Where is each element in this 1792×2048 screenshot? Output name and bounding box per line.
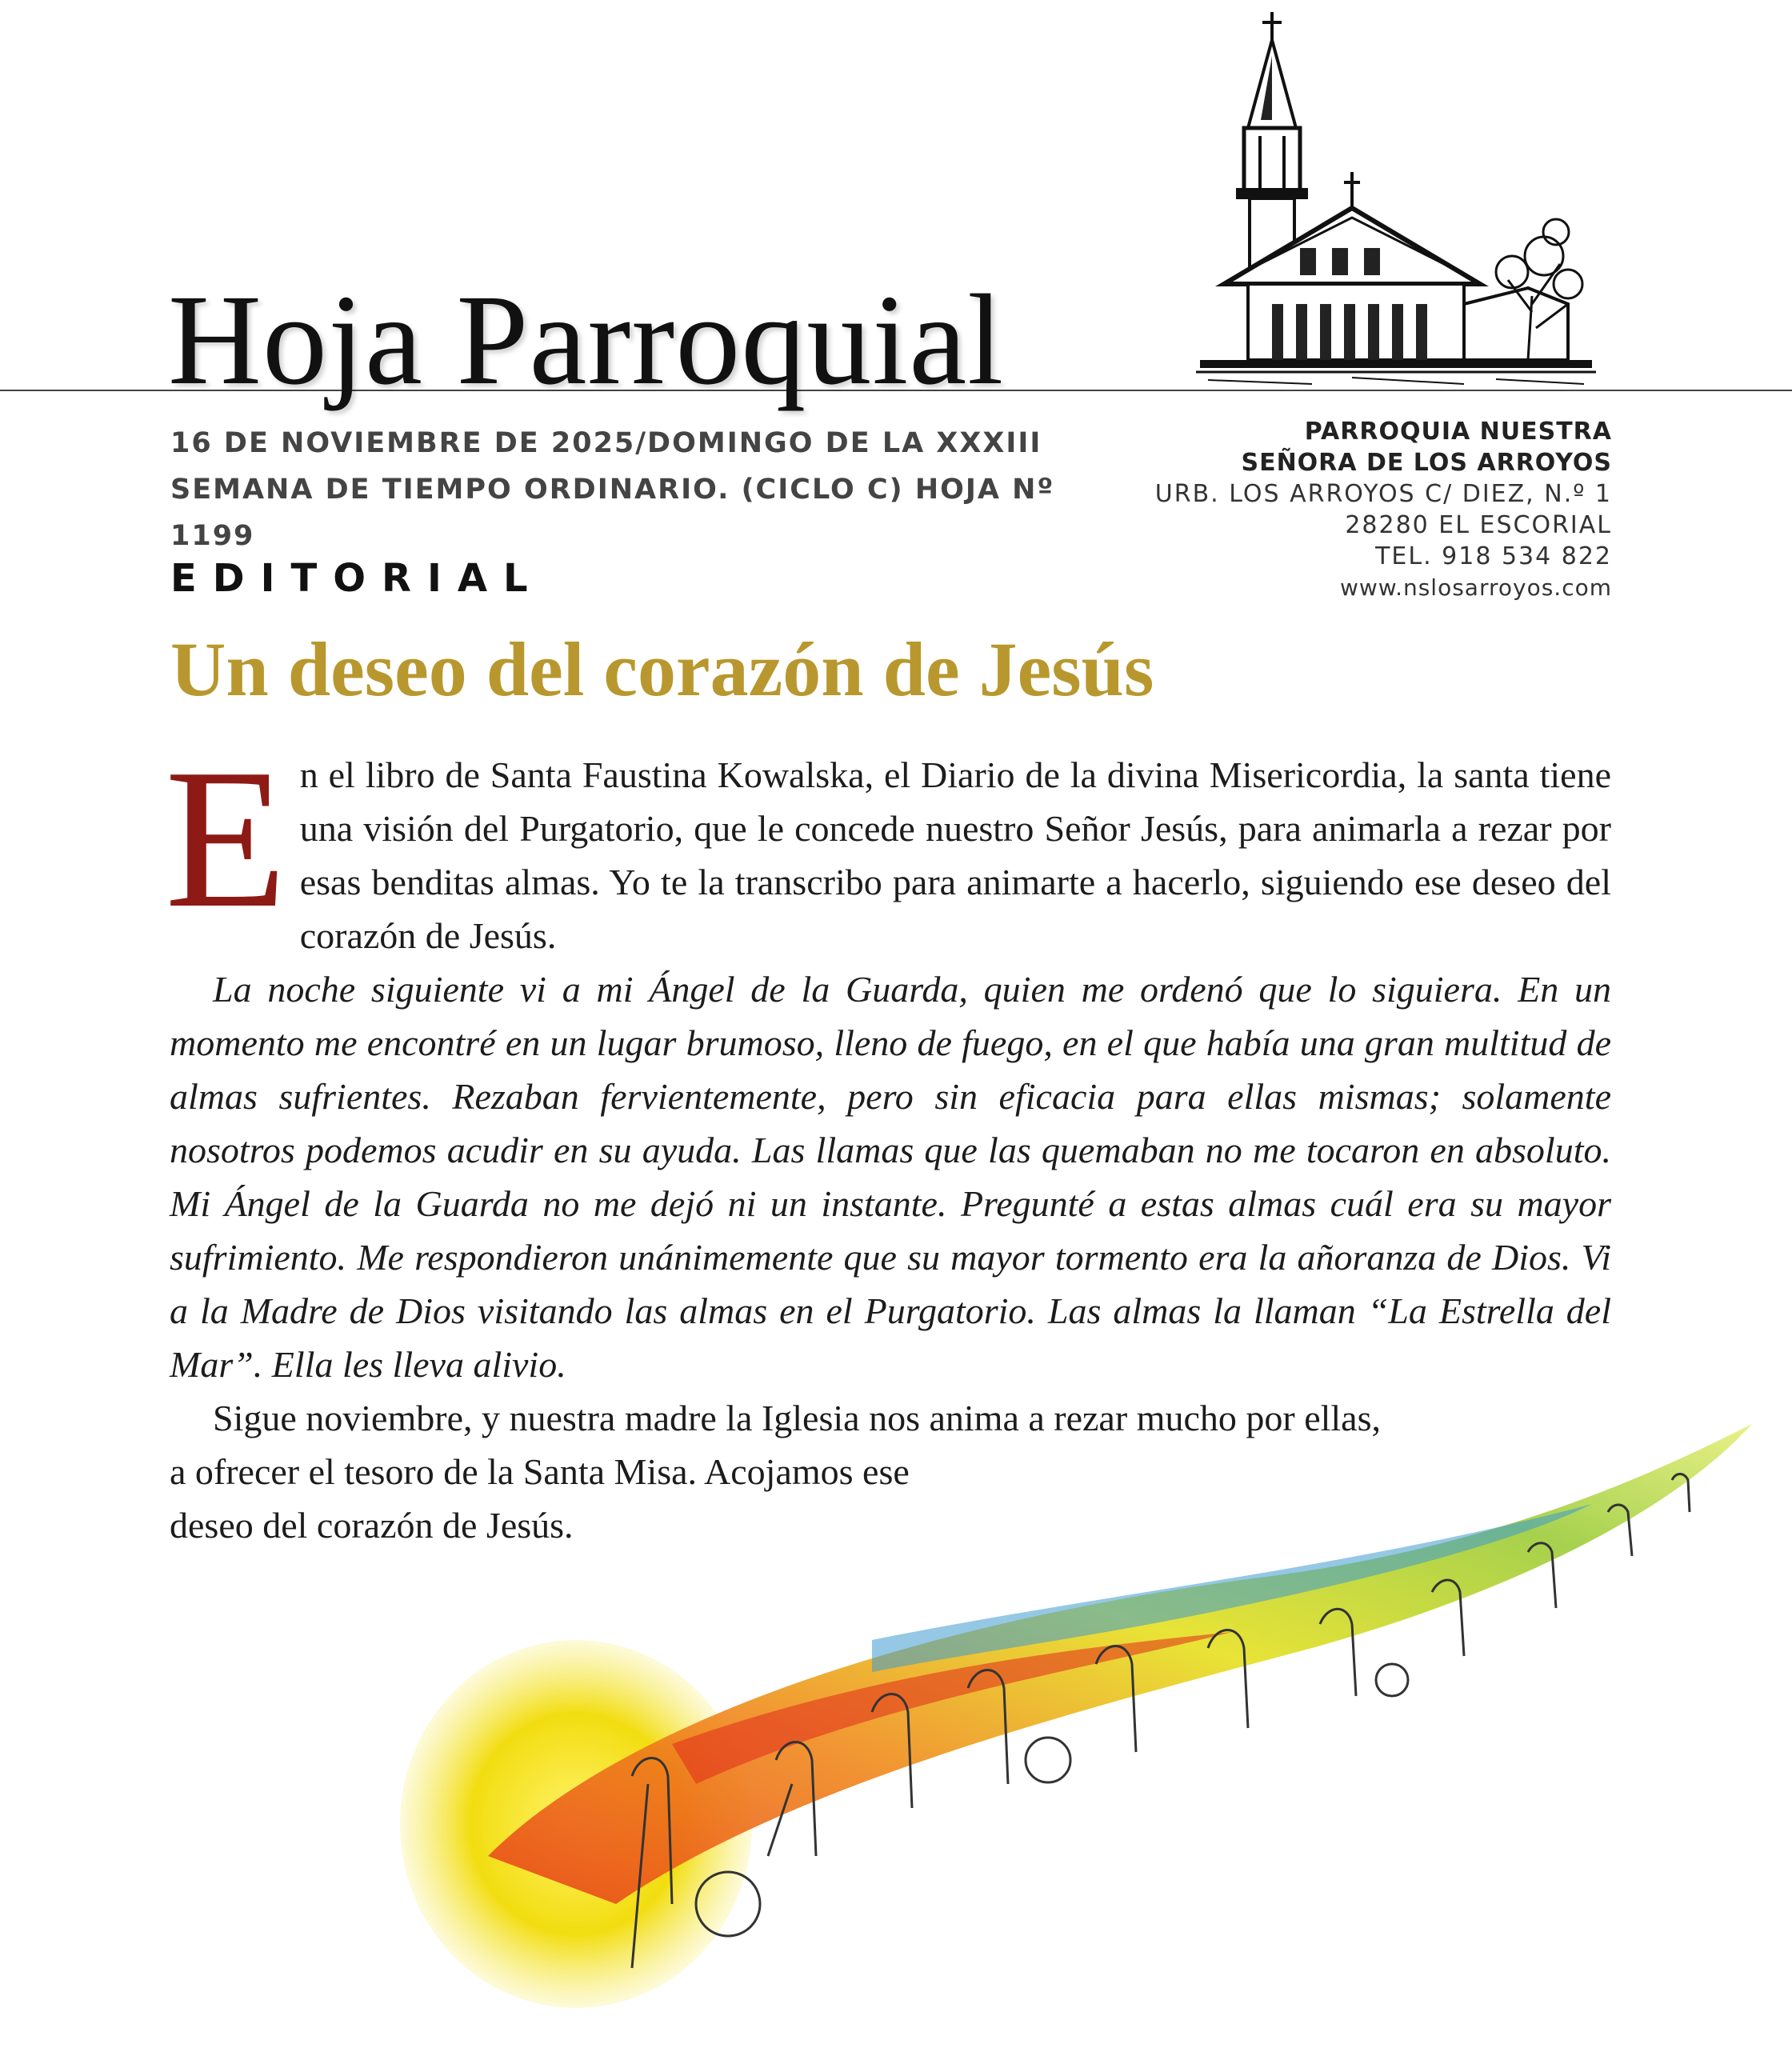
- dateline-line-1: 16 DE NOVIEMBRE DE 2025/DOMINGO DE LA XXXIII: [170, 427, 1042, 459]
- article-headline: Un deseo del corazón de Jesús: [170, 626, 1154, 712]
- parish-address-line-1: URB. LOS ARROYOS C/ DIEZ, N.º 1: [1154, 480, 1612, 508]
- procession-illustration: [392, 1408, 1768, 2032]
- closing-line-2: a ofrecer el tesoro de la Santa Misa. Acojamos ese: [170, 1451, 910, 1492]
- church-illustration: [1192, 8, 1600, 392]
- parish-website: www.nslosarroyos.com: [1339, 574, 1612, 601]
- paragraph-intro-text: n el libro de Santa Faustina Kowalska, el Diario de la divina Misericordia, la santa tiene una visión del Purgatorio, que le concede nuestro Señor Jesús, para animarla a rezar por esas benditas almas. Yo te la transcribo para animarte a hacerlo, siguiendo ese deseo del corazón de Jesús.: [299, 754, 1611, 956]
- closing-line-1: Sigue noviembre, y nuestra madre la Iglesia nos anima a rezar mucho por ellas,: [213, 1398, 1381, 1438]
- parish-phone: TEL. 918 534 822: [1375, 542, 1612, 570]
- paragraph-quote: La noche siguiente vi a mi Ángel de la Guarda, quien me ordenó que lo siguiera. En un momento me encontré en un lugar brumoso, lleno de fuego, en el que había una gran multitud de almas sufrientes. Rezaban fervientemente, pero sin eficacia para ellas mismas; solamente nosotros podemos acudir en su ayuda. Las llamas que las quemaban no me tocaron en absoluto. Mi Ángel de la Guarda no me dejó ni un instante. Pregunté a estas almas cuál era su mayor sufrimiento. Me respondieron unánimemente que su mayor tormento era la añoranza de Dios. Vi a la Madre de Dios visitando las almas en el Purgatorio. Las almas la llaman “La Estrella del Mar”. Ella les lleva alivio.: [170, 969, 1611, 1385]
- section-label: EDITORIAL: [170, 556, 544, 601]
- dateline: [170, 420, 1130, 559]
- drop-cap: E: [165, 728, 287, 950]
- parish-name-line-2: SEÑORA DE LOS ARROYOS: [1241, 449, 1612, 477]
- parish-info: [1052, 416, 1612, 603]
- dateline-line-2: SEMANA DE TIEMPO ORDINARIO. (CICLO C) HOJA Nº 1199: [170, 474, 1055, 552]
- masthead-title: Hoja Parroquial: [168, 269, 1005, 412]
- paragraph-intro: [165, 728, 1611, 962]
- parish-address-line-2: 28280 EL ESCORIAL: [1345, 511, 1612, 539]
- parish-name-line-1: PARROQUIA NUESTRA: [1304, 418, 1612, 446]
- closing-line-3: deseo del corazón de Jesús.: [170, 1505, 574, 1546]
